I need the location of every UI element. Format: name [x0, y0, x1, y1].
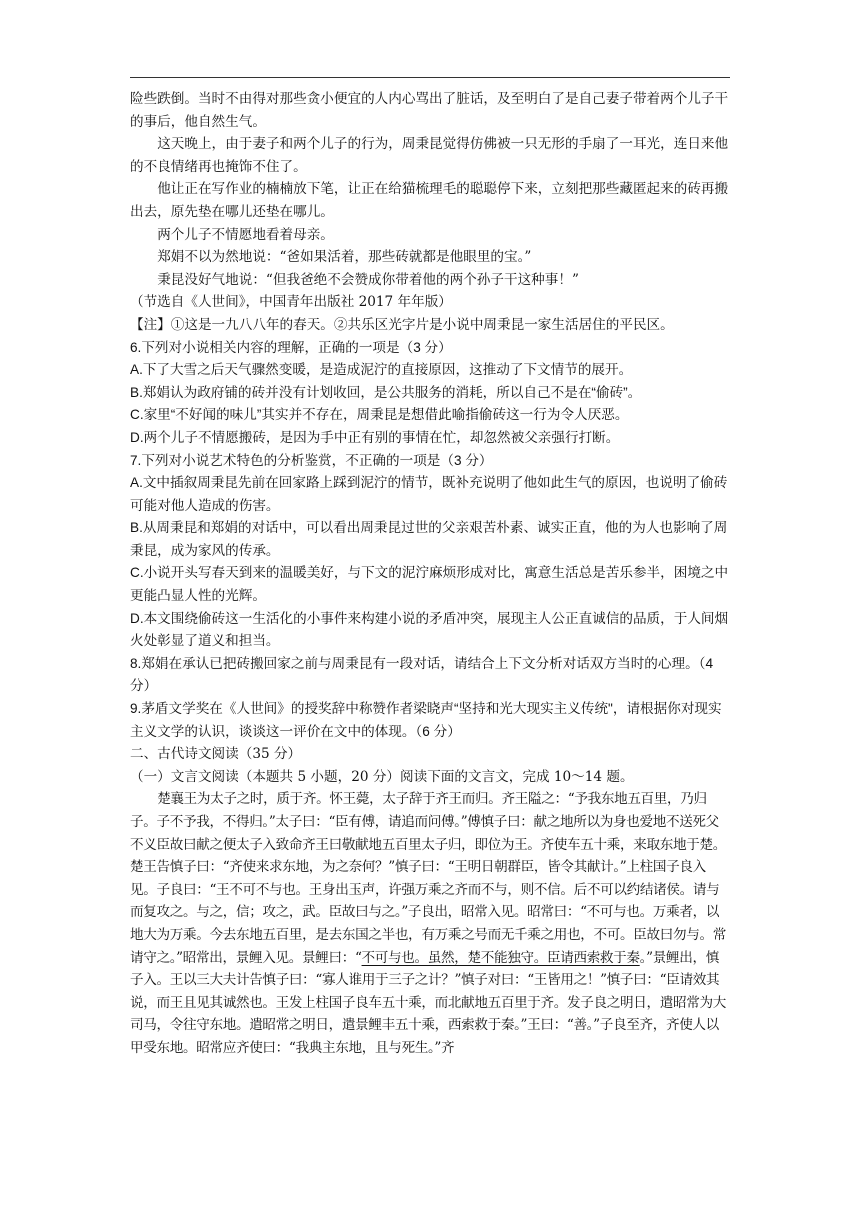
story-paragraph: 这天晚上，由于妻子和两个儿子的行为，周秉昆觉得仿佛被一只无形的手扇了一耳光，连日来他的不良情绪再也掩饰不住了。: [130, 136, 729, 175]
underlined-sentence: 不可与也。虽然，楚不能独守。臣请西索救于秦: [361, 949, 640, 966]
story-paragraph: 两个儿子不情愿地看着母亲。: [157, 226, 334, 243]
footnote: 【注】①这是一九八八年的春天。②共乐区光字片是小说中周秉昆一家生活居住的平民区。: [130, 316, 674, 333]
question-8: 8.郑娟在承认已把砖搬回家之前与周秉昆有一段对话，请结合上下文分析对话双方当时的心理。（4 分）: [130, 655, 714, 694]
question-6-option-d: D.两个儿子不情愿搬砖，是因为手中正有别的事情在忙，却忽然被父亲强行打断。: [130, 429, 620, 445]
question-7-stem: 7.下列对小说艺术特色的分析鉴赏，不正确的一项是（3 分）: [130, 452, 493, 468]
question-7-option-c: C.小说开头写春天到来的温暖美好，与下文的泥泞麻烦形成对比，寓意生活总是苦乐参半，困境之中更能凸显人性的光辉。: [130, 565, 729, 604]
classical-passage: [130, 788, 730, 1059]
question-7-option-d: D.本文围绕偷砖这一生活化的小事件来构建小说的矛盾冲突，展现主人公正直诚信的品质，于人间烟火处彰显了道义和担当。: [130, 610, 729, 649]
question-9: 9.茅盾文学奖在《人世间》的授奖辞中称赞作者梁晓声“坚持和光大现实主义传统"，请根据你对现实主义文学的认识，谈谈这一评价在文中的体现。（6 分）: [130, 701, 722, 739]
story-paragraph: 郑娟不以为然地说：“爸如果活着，那些砖就都是他眼里的宝。”: [157, 249, 532, 266]
section-heading: 二、古代诗文阅读（35 分）: [130, 746, 302, 763]
story-paragraph: 秉昆没好气地说：“但我爸绝不会赞成你带着他的两个孙子干这种事！”: [157, 271, 579, 288]
passage-text: 楚襄王为太子之时，质于齐。怀王薨，太子辞于齐王而归。齐王隘之：“予我东地五百里，乃归子。子不予我，不得归。”太子曰：“臣有傅，请追而问傅。”傅慎子曰：献之地所以为身也爱地不送死父不义臣故曰献之便太子入致命齐王曰敬献地五百里太子归，即位为王。齐使车五十乘，来取东地于楚。楚王告慎子曰：“齐使来求东地，为之奈何？”慎子曰：“王明日朝群臣，皆令其献计。”上柱国子良入见。子良曰：“王不可不与也。王身出玉声，许强万乘之齐而不与，则不信。后不可以约结诸侯。请与而复攻之。与之，信；攻之，武。臣故曰与之。”子良出，昭常入见。昭常曰：“不可与也。万乘者，以地大为万乘。今去东地五百里，是去东国之半也，有万乘之号而无千乘之用也，不可。臣故曰勿与。常请守之。”昭常出，景鲤入见。景鲤曰：“: [130, 791, 726, 966]
question-6-option-b: B.郑娟认为政府铺的砖并没有计划收回，是公共服务的消耗，所以自己不是在“偷砖”。: [130, 384, 642, 400]
question-6-option-c: C.家里“不好闻的味儿”其实并不存在，周秉昆是想借此喻指偷砖这一行为令人厌恶。: [130, 407, 629, 423]
story-paragraph: 他让正在写作业的楠楠放下笔，让正在给猫梳理毛的聪聪停下来，立刻把那些藏匿起来的砖再搬出去，原先垫在哪儿还垫在哪儿。: [130, 181, 729, 220]
subsection-heading: （一）文言文阅读（本题共 5 小题，20 分）阅读下面的文言文，完成 10～14 题。: [130, 768, 634, 785]
source-citation: （节选自《人世间》，中国青年出版社 2017 年年版）: [130, 294, 452, 311]
story-paragraph: 险些跌倒。当时不由得对那些贪小便宜的人内心骂出了脏话，及至明白了是自己妻子带着两个儿子干的事后，他自然生气。: [130, 91, 729, 130]
passage-text: 。”景鲤出，慎子入。王以三大夫计告慎子曰：“寡人谁用于三子之计？”慎子对曰：“王皆用之！”慎子曰：“臣请效其说，而王且见其诚然也。王发上柱国子良车五十乘，而北献地五百里于齐。发子良之明日，遣昭常为大司马，令往守东地。遣昭常之明日，遣景鲤丰五十乘，西索救于秦。”王曰：“善。”子良至齐，齐使人以甲受东地。昭常应齐使曰：“我典主东地，且与死生。”齐: [130, 949, 726, 1056]
question-6-option-a: A.下了大雪之后天气骤然变暖，是造成泥泞的直接原因，这推动了下文情节的展开。: [130, 362, 633, 378]
question-7-option-b: B.从周秉昆和郑娟的对话中，可以看出周秉昆过世的父亲艰苦朴素、诚实正直，他的为人也影响了周秉昆，成为家风的传承。: [130, 520, 728, 558]
question-7-option-a: A.文中插叙周秉昆先前在回家路上踩到泥泞的情节，既补充说明了他如此生气的原因，也说明了偷砖可能对他人造成的伤害。: [130, 475, 728, 513]
header-rule: [130, 77, 730, 78]
page-content: [130, 88, 730, 1060]
question-6-stem: 6.下列对小说相关内容的理解，正确的一项是（3 分）: [130, 339, 452, 355]
